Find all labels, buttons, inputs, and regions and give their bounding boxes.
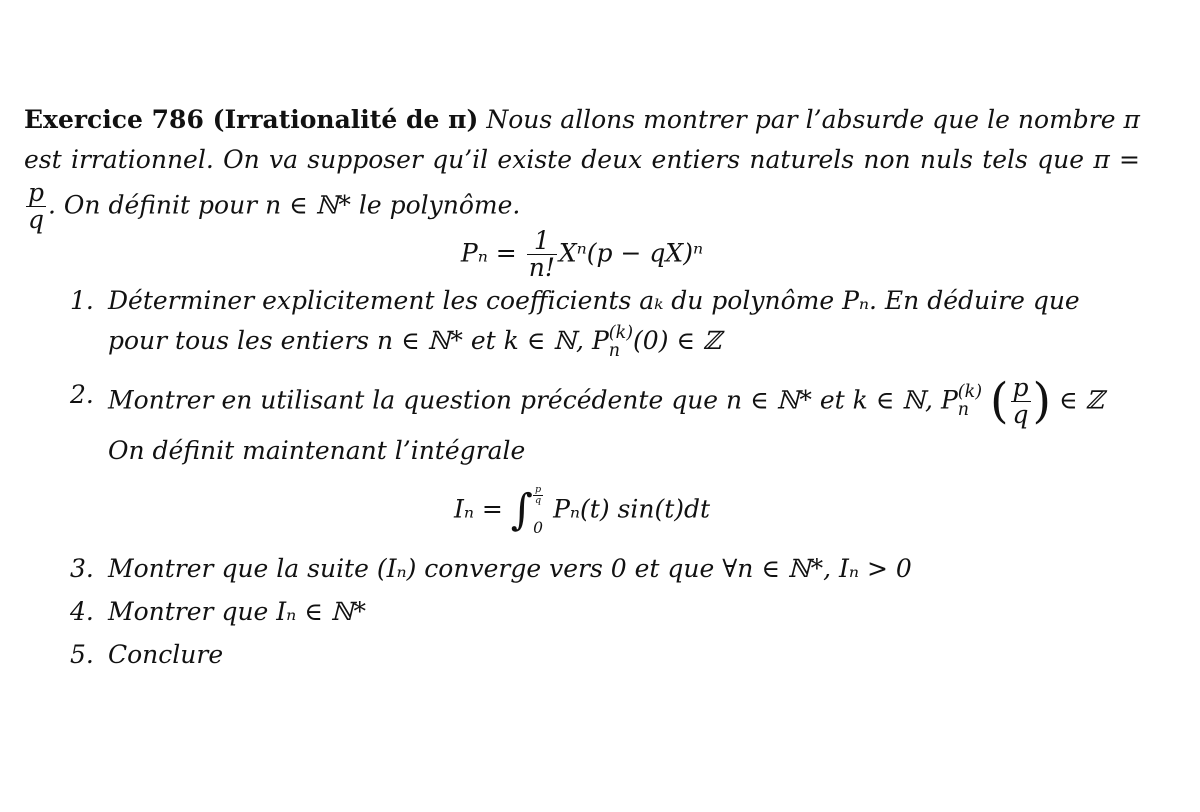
question-item-4 bbox=[24, 592, 1140, 632]
pi-fraction-denominator: q bbox=[28, 205, 45, 235]
polynomial-fraction-denominator: n! bbox=[528, 252, 555, 282]
exercise-heading: Exercice 786 (Irrationalité de π) bbox=[24, 105, 479, 134]
polynomial-fraction bbox=[527, 225, 557, 282]
question-item-3 bbox=[24, 549, 1140, 589]
question-math-symbol: P bbox=[940, 385, 958, 415]
argument-fraction-numerator: p bbox=[1012, 373, 1029, 402]
upper-bound-numerator: p bbox=[534, 483, 542, 495]
pi-fraction bbox=[26, 180, 46, 234]
polynomial-index: n bbox=[608, 340, 621, 361]
intro-text-part1: Nous allons montrer par l’absurde que le nombre π est irrationnel. On va supposer qu’il existe deux entiers naturels non nuls tels que π = bbox=[24, 105, 1140, 174]
lower-bound: 0 bbox=[533, 518, 543, 537]
question-text: Conclure bbox=[108, 639, 224, 669]
polynomial-index: n bbox=[957, 399, 970, 420]
question-item-1 bbox=[24, 281, 1140, 361]
question-text: Montrer que la suite (Iₙ) converge vers 0 et que ∀n ∈ ℕ*, Iₙ > 0 bbox=[108, 553, 912, 583]
right-paren: ) bbox=[1032, 373, 1052, 429]
question-number: 4. bbox=[70, 596, 94, 626]
derivative-indices bbox=[958, 384, 982, 419]
polynomial-definition bbox=[24, 225, 1140, 282]
integral-sign: ∫ bbox=[510, 485, 533, 535]
integrand: Pₙ(t) sin(t)dt bbox=[553, 494, 711, 524]
question-math-symbol: P bbox=[591, 326, 609, 355]
question-number: 1. bbox=[70, 286, 94, 315]
derivative-order: (k) bbox=[957, 382, 983, 403]
question-number: 2. bbox=[70, 380, 94, 409]
upper-bound-fraction bbox=[533, 485, 543, 506]
exercise-intro bbox=[24, 100, 1140, 234]
integral-intro-text: On définit maintenant l’intégrale bbox=[108, 435, 526, 465]
derivative-indices bbox=[609, 325, 633, 360]
pi-fraction-numerator: p bbox=[28, 178, 45, 207]
derivative-order: (k) bbox=[608, 323, 634, 343]
polynomial-fraction-numerator: 1 bbox=[527, 228, 557, 255]
question-math-tail: ∈ ℤ bbox=[1059, 385, 1104, 415]
question-math-tail: (0) ∈ ℤ bbox=[633, 326, 722, 355]
argument-fraction bbox=[1011, 375, 1031, 429]
polynomial-lhs: Pₙ = bbox=[460, 237, 517, 267]
upper-bound-denominator: q bbox=[534, 494, 542, 506]
question-text: Montrer que Iₙ ∈ ℕ* bbox=[108, 596, 367, 626]
question-item-5 bbox=[24, 635, 1140, 675]
question-number: 5. bbox=[70, 639, 94, 669]
question-list bbox=[24, 281, 1140, 675]
polynomial-rhs: Xⁿ(p − qX)ⁿ bbox=[558, 237, 704, 267]
intro-text-part2: . On définit pour n ∈ ℕ* le polynôme. bbox=[48, 190, 521, 220]
integral-definition-row bbox=[24, 485, 1140, 537]
integral-lhs: Iₙ = bbox=[453, 494, 503, 524]
question-text: Déterminer explicitement les coefficients aₖ du polynôme Pₙ. En déduire que pour tous les entiers n ∈ ℕ* et k ∈ ℕ, bbox=[108, 286, 1080, 355]
exercise-document bbox=[24, 100, 1140, 675]
left-paren: ( bbox=[989, 373, 1009, 429]
question-item-2 bbox=[24, 375, 1140, 471]
integral-bounds bbox=[531, 485, 545, 537]
question-text: Montrer en utilisant la question précédente que n ∈ ℕ* et k ∈ ℕ, bbox=[108, 385, 933, 415]
argument-fraction-denominator: q bbox=[1012, 400, 1029, 430]
question-number: 3. bbox=[70, 553, 94, 583]
